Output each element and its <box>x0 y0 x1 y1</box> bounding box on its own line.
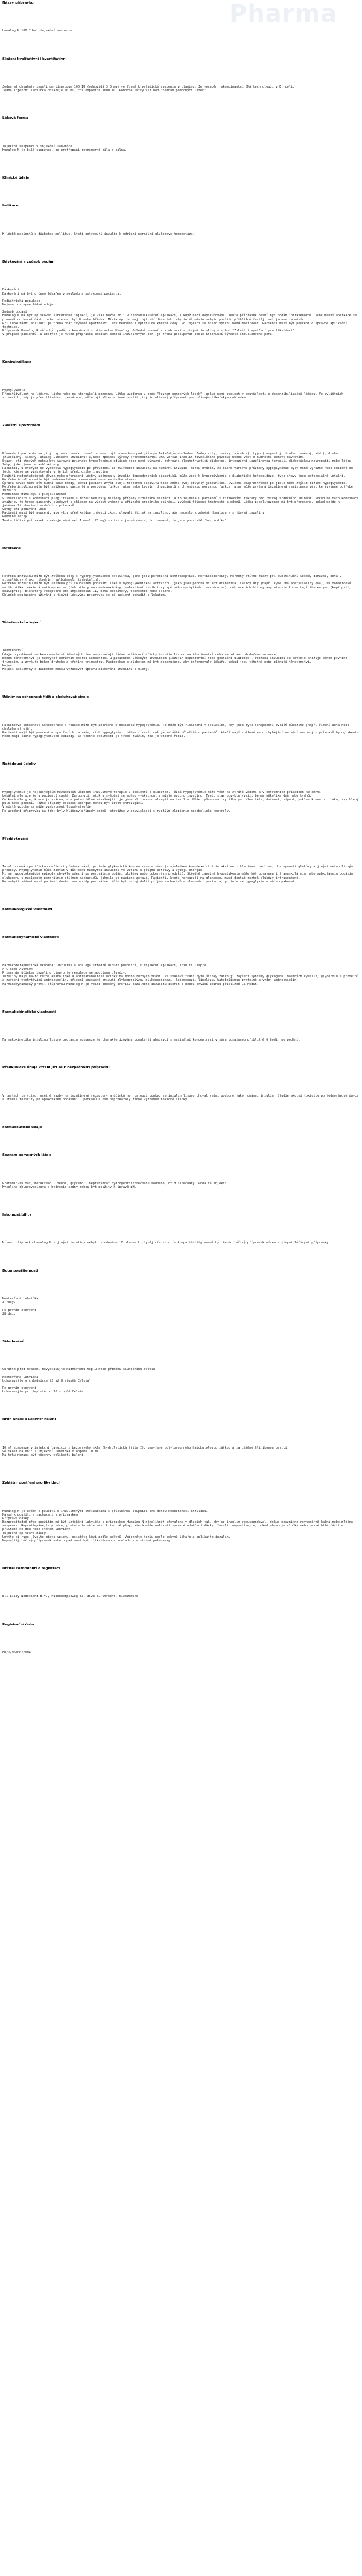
section-heading: Název přípravku <box>2 1 34 5</box>
section-text: Humalog N 100 IU/ml injekční suspenze <box>2 29 72 33</box>
section-text: Farmakoterapeutická skupina: Inzuliny a analoga středně dlouho působící, k injekční aplikaci, inzulin lispro. ATC kód: A10AC04 Primárním účinkem inzulinu lispro je regulace metabolismu glukózy. Inzuliny mají navíc různé anabolické a antikatabolické účinky na mnoho různých tkání. Ve svalové tkáni tyto účinky zahrnují zvýšení syntézy glykogenu, mastných kyselin, glycerolu a proteinů a zvýšení vychytávání aminokyselin, přičemž současně snižují glykogenolýzu, glukoneogenezi, ketogenezi, lipolýzu, katabolismus proteinů a výdej aminokyselin. Farmakodynamický profil přípravku Humalog N je velmi podobný profilu bazálního inzulinu isofan s dobou trvání účinku přibližně 15 hodin. <box>2 963 359 986</box>
section-heading: Léková forma <box>2 116 28 121</box>
section-text: Převedení pacienta na jiný typ nebo značku inzulinu musí být provedeno pod přísným lékařským dohledem. Změny síly, značky (výrobce), typu (rozpustný, izofan, směsný, atd.), druhu (živočišný, lidský, analog lidského inzulinu) a/nebo způsobu výroby (rekombinantní DNA versus inzulin živočišného původu) mohou vést k nutnosti úpravy dávkování. Stavy, při kterých mohou být varovné příznaky hypoglykémie odlišné nebo méně výrazné, zahrnují dlouhotrvající diabetes, intenzivní inzulinovou terapii, diabetickou neuropatii nebo léčbu léky, jako jsou beta-blokátory. Pacienti, u kterých se vyskytla hypoglykémie po převedení ze zvířecího inzulinu na humánní inzulin, mohou uvádět, že časné varovné příznaky hypoglykémie byly méně výrazné nebo odlišné od těch, které se vyskytovaly u jejich předchozího inzulinu. Použití nedostatečných dávek nebo přerušení léčby, zejména u inzulin-dependentních diabetiků, může vést k hyperglykémii a diabetické ketoacidóze; tyto stavy jsou potenciálně letální. Potřeba inzulinu může být změněna během onemocnění nebo emočního stresu. Úprava dávky může být nutná také tehdy, pokud pacient zvýší svoji tělesnou aktivitu nebo změní svůj obvyklý jídelníček. Cvičení bezprostředně po jídle může zvýšit riziko hypoglykémie. Potřeba inzulinu může být snížena u pacientů s poruchou funkce jater nebo ledvin. U pacientů s chronickou poruchou funkce jater může zvýšená inzulinová rezistence vést ke zvýšené potřebě inzulinu. Kombinace Humalogu s pioglitazonem V souvislosti s kombinací pioglitazonu s inzulinem byly hlášeny případy srdečního selhání, a to zejména u pacientů s rizikovými faktory pro rozvoj srdečního selhání. Pokud se tato kombinace zvažuje, je třeba pacienty sledovat s ohledem na výskyt známek a příznaků srdečního selhání, zvýšení tělesné hmotnosti a edémů. Léčba pioglitazonem má být přerušena, pokud dojde k jakémukoli zhoršení srdečních příznaků. Chyby při podávání léků Pacienti musí být poučeni, aby vždy před každou injekcí zkontrolovali štítek na inzulinu, aby nedošlo k záměně Humalogu N s jinými inzuliny. Pomocné látky Tento léčivý přípravek obsahuje méně než 1 mmol (23 mg) sodíku v jedné dávce, to znamená, že je v podstatě "bez sodíku". <box>2 451 359 523</box>
section-text: Potřeba inzulinu může být zvýšena léky s hyperglykemickou aktivitou, jako jsou perorální kontraceptiva, kortikosteroidy, hormony štítné žlázy při substituční léčbě, danazol, beta-2 stimulátory (jako ritodrin, salbutamol, terbutalin). Potřeba inzulinu může být snížena při současném podávání léků s hypoglykemickou aktivitou, jako jsou perorální antidiabetika, salicyláty (např. kyselina acetylsalicylová), sulfonamidová antibiotika, některá antidepresiva (inhibitory monoaminooxidázy, selektivní inhibitory zpětného vychytávání serotoninu), některé inhibitory angiotensin konvertujícího enzymu (kaptopril, enalapril), blokátory receptoru pro angiotensin II, beta-blokátory, oktreotid nebo alkohol. Ohledně současného užívání s jinými léčivými přípravky se má pacient poradit s lékařem. <box>2 575 351 597</box>
section-text: Neotevřená lahvička 3 roky. Po prvním otevření 28 dní. <box>2 1297 39 1316</box>
section-heading: Skladování <box>2 1339 24 1344</box>
section-heading: Předklinické údaje vztahující se k bezpečnosti přípravku <box>2 1066 110 1070</box>
section-heading: Interakce <box>2 546 21 550</box>
section-heading: Předávkování <box>2 837 28 841</box>
section-text: Mísení přípravku Humalog N s jinými inzuliny nebylo studováno. Vzhledem k chybějícím studiím kompatibility nesmí být tento léčivý přípravek mísen s jinými léčivými přípravky. <box>2 1241 331 1245</box>
section-heading: Složení kvalitativní i kvantitativní <box>2 57 67 61</box>
section-text: EU/1/96/007/004 <box>2 1650 31 1654</box>
section-heading: Dávkování a způsob podání <box>2 260 55 264</box>
section-text: Jeden ml obsahuje insulinum lispropum 100 IU (odpovídá 3,5 mg) ve formě krystalické suspenze protaminu. Je vyráběn rekombinantní DNA technologií v E. coli. Jedna injekční lahvička obsahuje 10 ml, což odpovídá 1000 IU. Pomocné látky viz bod "Seznam pomocných látek". <box>2 84 295 93</box>
section-text: Těhotenství Údaje o podávání velkému množství těhotných žen nenaznačují žádné nežádoucí účinky inzulin lispro na těhotenství nebo na zdraví plodu/novorozence. Během těhotenství je nezbytné udržovat dobrou kompenzaci u pacientek léčených inzulinem (inzulin-dependentní nebo gestační diabetes). Potřeba inzulinu se obvykle snižuje během prvního trimestru a zvyšuje během druhého a třetího trimestru. Pacientkám s diabetem má být doporučeno, aby informovaly lékaře, pokud jsou těhotné nebo plánují těhotenství. Kojení Kojící pacientky s diabetem mohou vyžadovat úpravu dávkování inzulinu a diety. <box>2 649 348 672</box>
section-heading: Farmakologické vlastnosti <box>2 907 52 911</box>
section-heading: Farmakodynamické vlastnosti <box>2 936 59 940</box>
section-text: Farmakokinetika inzulinu lispro protamin suspenze je charakterizována pomalejší absorpcí s maximální koncentrací v séru dosaženou přibližně 6 hodin po podání. <box>2 1038 300 1042</box>
watermark-logo: Pharma <box>229 0 338 28</box>
section-heading: Zvláštní opatření pro likvidaci <box>2 1481 60 1485</box>
section-heading: Nežádoucí účinky <box>2 762 36 767</box>
section-heading: Inkompatibility <box>2 1213 31 1217</box>
section-text: Inzulin nemá specifickou definici předávkování, protože glykemická koncentrace v séru je výsledkem komplexních interakcí mezi hladinou inzulinu, dostupností glukózy a jinými metabolickými procesy. Hypoglykémie může nastat v důsledku nadbytku inzulinu ve vztahu k příjmu potravy a výdeji energie. Mírné hypoglykemické epizody obvykle odezní po perorálním podání glukózy nebo cukerných produktů. Středně závažná hypoglykémie může být upravena intramuskulárním nebo subkutánním podáním glukagonu s následným perorálním příjmem sacharidů, jakmile se pacient zotaví. Pacienti, kteří nereagují na glukagon, musí dostat roztok glukózy intravenózně. Po nabytí vědomí musí pacient dostat sacharidy perorálně. Může být nutný delší příjem sacharidů a sledování pacienta, protože se hypoglykémie může opakovat. <box>2 865 355 884</box>
section-text: Hypoglykémie. Přecitlivělost na léčivou látku nebo na kteroukoli pomocnou látku uvedenou v bodě "Seznam pomocných látek", pokud není pacient v souvislosti s desenzibilizační léčbou. Ve zvláštních situacích, kdy je přecitlivělost prokázána, může být alternativně použit jiný inzulinový přípravek pod přísným lékařským dohledem. <box>2 388 344 400</box>
section-heading: Těhotenství a kojení <box>2 621 41 625</box>
section-text: Injekční suspenze v injekční lahvičce. Humalog N je bílá suspenze, po protřepání rovnoměrně bílá a kalná. <box>2 144 127 152</box>
section-text: Protamin-sulfát, metakresol, fenol, glycerol, heptahydrát hydrogenfosforečnanu sodného, oxid zinečnatý, voda na injekci. Kyselina chlorovodíková a hydroxid sodný mohou být použity k úpravě pH. <box>2 1181 229 1189</box>
section-heading: Indikace <box>2 204 19 208</box>
section-text: Dávkování Dávkování má být určeno lékařem v souladu s potřebami pacienta. Pediatrická populace Nejsou dostupné žádné údaje. Způsob podání Humalog N má být aplikován subkutánně injekcí, je však možné ho i v intramuskulární aplikaci, i když není doporučována. Tento přípravek nesmí být podán intravenózně. Subkutánní aplikace se provádí do horní části paže, stehna, hýždí nebo břicha. Místa vpichu mají být střídána tak, aby totéž místo nebylo použito přibližně častěji než jednou za měsíc. Při subkutánní aplikaci je třeba dbát zvýšené opatrnosti, aby nedošlo k vpichu do krevní cévy. Po injekci se místo vpichu nemá masírovat. Pacienti musí být poučeni o správné aplikační technice. Přípravek Humalog N může být podán v kombinaci s přípravkem Humalog. Ohledně podání v kombinaci s jinými inzuliny viz bod "Zvláštní opatření pro likvidaci". V případě pacientů, u kterých je nutno přípravek podávat pomocí inzulinových per, je třeba postupovat podle instrukcí výrobce inzulinového pera. <box>2 288 357 337</box>
section-heading: Účinky na schopnost řídit a obsluhovat stroje <box>2 695 89 700</box>
section-text: 10 ml suspenze v injekční lahvičce z bezbarvého skla (hydrolytická třída I), uzavřené butylovou nebo halobutylovou zátkou a zajištěné hliníkovou pertlí. Velikost balení: 1 injekční lahvička o objemu 10 ml. Na trhu nemusí být všechny velikosti balení. <box>2 1446 289 1458</box>
section-heading: Seznam pomocných látek <box>2 1153 51 1158</box>
section-text: Chraňte před mrazem. Nevystavujte nadměrnému teplu nebo přímému slunečnímu světlu. Neotevřená lahvička Uchovávejte v chladničce (2 až 8 stupňů Celsia). Po prvním otevření Uchovávejte při teplotě do 30 stupňů Celsia. <box>2 1368 157 1394</box>
section-text: Humalog N je určen k použití s inzulinovými stříkačkami s příslušnou stupnicí pro danou koncentraci inzulinu. Návod k použití a zacházení s přípravkem Příprava dávky Bezprostředně před použitím má být injekční lahvička s přípravkem Humalog N několikrát převalena v dlaních tak, aby se inzulin resuspendoval, dokud nevznikne rovnoměrně kalná nebo mléčná suspenze. Neprotřepávejte prudce, protože to může vést k tvorbě pěny, která může ovlivnit správné odměření dávky. Inzulin nepoužívejte, pokud obsahuje vločky nebo pevné bílé částice přilnuté ke dnu nebo stěnám lahvičky. Injekční aplikace dávky Umyjte si ruce. Zvolte místo vpichu, očistěte kůži podle pokynů. Vpíchněte jehlu podle pokynů lékaře a aplikujte inzulin. Nepoužitý léčivý přípravek nebo odpad musí být zlikvidován v souladu s místními požadavky. <box>2 1509 353 1543</box>
section-heading: Doba použitelnosti <box>2 1269 39 1273</box>
section-text: Hypoglykémie je nejčastějším nežádoucím účinkem inzulinové terapie u pacientů s diabetem. Těžká hypoglykémie může vést ke ztrátě vědomí a v extrémních případech ke smrti. Lokální alergie je u pacientů častá. Zarudnutí, otok a svědění se mohou vyskytnout v místě vpichu inzulinu. Tento stav obvykle vymizí během několika dnů nebo týdnů. Celková alergie, která je vzácná, ale potenciálně závažnější, je generalizovanou alergií na inzulin. Může způsobovat vyrážku po celém těle, dušnost, sípání, pokles krevního tlaku, zrychlený puls nebo pocení. Těžké případy celkové alergie mohou být život ohrožující. V místě vpichu se může vyskytnout lipodystrofie. Po uvedení přípravku na trh: byly hlášeny případy edémů, převážně v souvislosti s rychlým zlepšením metabolické kontroly. <box>2 790 359 813</box>
document-body <box>2 1 360 1679</box>
section-text: Eli Lilly Nederland B.V., Papendorpseweg 83, 3528 BJ Utrecht, Nizozemsko. <box>2 1595 140 1599</box>
section-heading: Farmaceutické údaje <box>2 1125 42 1129</box>
section-text: K léčbě pacientů s diabetes mellitus, kteří potřebují inzulin k udržení normální glukózové homeostázy. <box>2 232 195 236</box>
section-heading: Kontraindikace <box>2 360 31 365</box>
section-heading: Držitel rozhodnutí o registraci <box>2 1567 60 1570</box>
section-heading: Farmakokinetické vlastnosti <box>2 1010 56 1014</box>
section-heading: Zvláštní upozornění <box>2 424 40 428</box>
section-heading: Druh obalu a velikost balení <box>2 1418 56 1422</box>
section-heading: Klinické údaje <box>2 176 30 180</box>
section-text: Pacientova schopnost koncentrace a reakce může být zhoršena v důsledku hypoglykémie. To může být riskantní v situacích, kdy jsou tyto schopnosti zvlášť důležité (např. řízení auta nebo obsluha strojů). Pacienti mají být poučeni o opatřeních zabraňujících hypoglykémii během řízení, což je zvláště důležité u pacientů, kteří mají snížené nebo chybějící vnímání varovných příznaků hypoglykémie nebo mají časté hypoglykemické epizody. Za těchto okolností je třeba zvážit, zda je vhodné řídit. <box>2 723 359 739</box>
section-text: V testech in vitro, včetně vazby na inzulinové receptory a účinků na rostoucí buňky, se inzulin lispro choval velmi podobně jako humánní inzulin. Studie akutní toxicity po jednorázové dávce a studie toxicity po opakovaném podávání u potkanů a psů neprokázaly žádné významné toxické účinky. <box>2 1094 361 1101</box>
section-heading: Registrační číslo <box>2 1622 34 1627</box>
